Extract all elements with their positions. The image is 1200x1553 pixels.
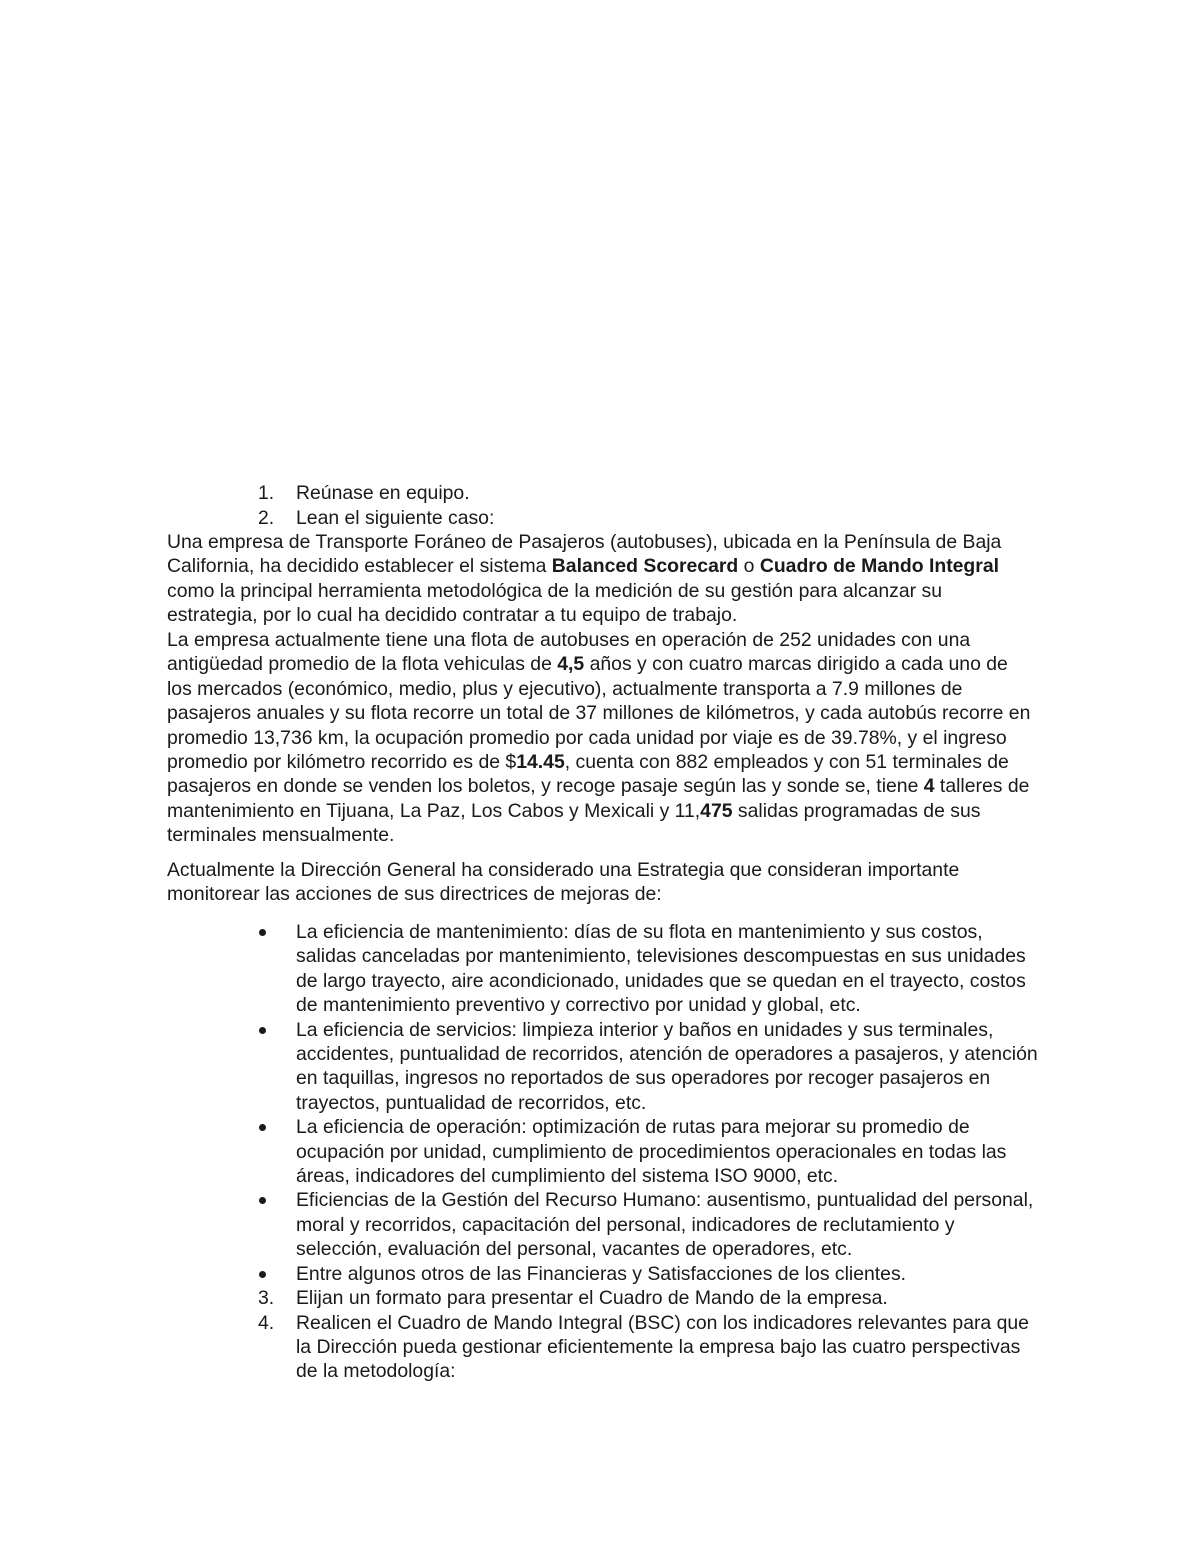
list-item-text: Lean el siguiente caso: xyxy=(296,507,495,529)
list-marker: 3. xyxy=(258,1287,275,1310)
workshops-value: 4 xyxy=(923,775,935,798)
list-marker: 4. xyxy=(258,1311,275,1334)
list-item: La eficiencia de operación: optimización de rutas para mejorar su promedio de ocupación por unidad, cumplimiento de procedimientos operacionales en todas las áreas, indicadores del cumplimiento del sistema ISO 9000, etc. xyxy=(258,1115,1038,1188)
bullet-icon xyxy=(259,1197,266,1204)
case-paragraph-1: Una empresa de Transporte Foráneo de Pasajeros (autobuses), ubicada en la Península de Baja California, ha decidido establecer el sistema Balanced Scorecard o Cuadro de Mando Integral como la principal herramienta metodológica de la medición de su gestión para alcanzar su estrategia, por lo cual ha decidido contratar a tu equipo de trabajo. xyxy=(167,531,1002,627)
cmi-term: Cuadro de Mando Integral xyxy=(759,555,999,578)
list-item-text: Realicen el Cuadro de Mando Integral (BSC) con los indicadores relevantes para que la Dirección pueda gestionar eficientemente la empresa bajo las cuatro perspectivas de la metodología: xyxy=(296,1311,1029,1383)
list-marker: 2. xyxy=(258,507,275,529)
list-item-3 xyxy=(258,1286,1038,1310)
trips-value: 475 xyxy=(700,799,733,822)
list-marker: 1. xyxy=(258,482,275,504)
bullet-icon xyxy=(259,929,266,936)
list-item-text: Elijan un formato para presentar el Cuadro de Mando de la empresa. xyxy=(296,1287,888,1310)
list-item: Eficiencias de la Gestión del Recurso Humano: ausentismo, puntualidad del personal, moral y recorridos, capacitación del personal, indicadores de reclutamiento y selección, evaluación del personal, vacantes de operadores, etc. xyxy=(258,1188,1038,1261)
bsc-term: Balanced Scorecard xyxy=(551,555,739,578)
income-value: 14.45 xyxy=(516,751,565,774)
list-item: Entre algunos otros de las Financieras y Satisfacciones de los clientes. xyxy=(258,1262,1038,1286)
bullet-icon xyxy=(259,1027,266,1034)
improvements-list xyxy=(258,920,1038,1384)
fleet-age-value: 4,5 xyxy=(557,653,585,676)
bullet-icon xyxy=(259,1124,266,1131)
case-paragraph-3: Actualmente la Dirección General ha considerado una Estrategia que consideran importante monitorear las acciones de sus directrices de mejoras de: xyxy=(167,859,960,906)
list-item: La eficiencia de servicios: limpieza interior y baños en unidades y sus terminales, accidentes, puntualidad de recorridos, atención de operadores a pasajeros, y atención en taquillas, ingresos no reportados de sus operadores por recoger pasajeros en trayectos, puntualidad de recorridos, etc. xyxy=(258,1018,1038,1116)
list-item: La eficiencia de mantenimiento: días de su flota en mantenimiento y sus costos, salidas canceladas por mantenimiento, televisiones descompuestas en sus unidades de largo trayecto, aire acondicionado, unidades que se quedan en el trayecto, costos de mantenimiento preventivo y correctivo por unidad y global, etc. xyxy=(258,920,1038,1018)
list-item-text: Reúnase en equipo. xyxy=(296,482,470,504)
case-paragraph-2: La empresa actualmente tiene una flota de autobuses en operación de 252 unidades con una antigüedad promedio de la flota vehiculas de 4,5 años y con cuatro marcas dirigido a cada uno de los mercados (económico, medio, plus y ejecutivo), actualmente transporta a 7.9 millones de pasajeros anuales y su flota recorre un total de 37 millones de kilómetros, y cada autobús recorre en promedio 13,736 km, la ocupación promedio por cada unidad por viaje es de 39.78%, y el ingreso promedio por kilómetro recorrido es de $14.45, cuenta con 882 empleados y con 51 terminales de pasajeros en donde se venden los boletos, y recoge pasaje según las y sonde se, tiene 4 talleres de mantenimiento en Tijuana, La Paz, Los Cabos y Mexicali y 11,475 salidas programadas de sus terminales mensualmente. xyxy=(167,629,1031,847)
bullet-icon xyxy=(259,1271,266,1278)
list-item-4 xyxy=(258,1311,1038,1384)
